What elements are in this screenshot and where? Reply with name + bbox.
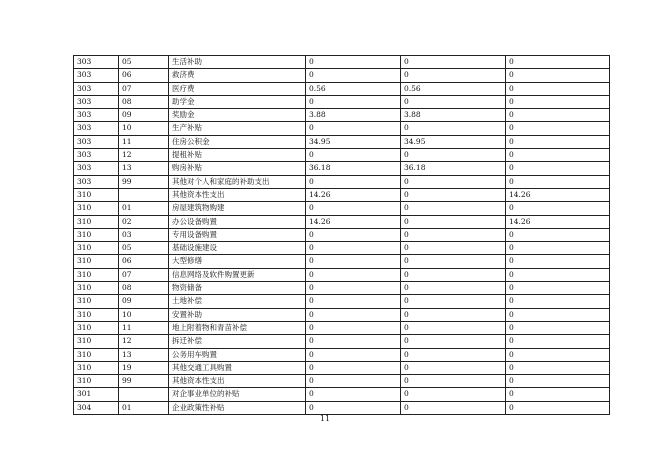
total-amount-cell: 34.95 <box>306 135 401 148</box>
expense-name-cell: 公务用车购置 <box>169 348 306 361</box>
expense-name-cell: 医疗费 <box>169 82 306 95</box>
item-code-cell: 12 <box>119 335 169 348</box>
total-amount-cell: 0 <box>306 282 401 295</box>
total-amount-cell: 0 <box>306 56 401 69</box>
project-expense-cell: 0 <box>506 149 610 162</box>
class-code-cell: 303 <box>74 122 119 135</box>
project-expense-cell: 0 <box>506 361 610 374</box>
table-row <box>74 388 610 401</box>
item-code-cell: 10 <box>119 122 169 135</box>
total-amount-cell: 14.26 <box>306 188 401 201</box>
total-amount-cell: 0 <box>306 321 401 334</box>
basic-expense-cell: 0 <box>401 348 506 361</box>
project-expense-cell: 0 <box>506 295 610 308</box>
class-code-cell: 310 <box>74 242 119 255</box>
table-row <box>74 228 610 241</box>
project-expense-cell: 0 <box>506 135 610 148</box>
basic-expense-cell: 0 <box>401 282 506 295</box>
project-expense-cell: 0 <box>506 268 610 281</box>
basic-expense-cell: 0 <box>401 69 506 82</box>
basic-expense-cell: 3.88 <box>401 109 506 122</box>
expense-name-cell: 房屋建筑物购建 <box>169 202 306 215</box>
project-expense-cell: 14.26 <box>506 215 610 228</box>
class-code-cell: 310 <box>74 188 119 201</box>
expense-name-cell: 提租补贴 <box>169 149 306 162</box>
project-expense-cell: 0 <box>506 321 610 334</box>
table-row <box>74 401 610 414</box>
total-amount-cell: 0 <box>306 175 401 188</box>
class-code-cell: 310 <box>74 375 119 388</box>
expense-name-cell: 生产补贴 <box>169 122 306 135</box>
item-code-cell: 99 <box>119 375 169 388</box>
item-code-cell: 10 <box>119 308 169 321</box>
total-amount-cell: 0 <box>306 361 401 374</box>
table-row <box>74 321 610 334</box>
total-amount-cell: 0.56 <box>306 82 401 95</box>
item-code-cell: 01 <box>119 401 169 414</box>
class-code-cell: 303 <box>74 149 119 162</box>
table-row <box>74 162 610 175</box>
basic-expense-cell: 0 <box>401 295 506 308</box>
table-row <box>74 215 610 228</box>
expense-name-cell: 土地补偿 <box>169 295 306 308</box>
table-row <box>74 202 610 215</box>
item-code-cell: 09 <box>119 109 169 122</box>
table-row <box>74 308 610 321</box>
expense-name-cell: 救济费 <box>169 69 306 82</box>
class-code-cell: 310 <box>74 282 119 295</box>
project-expense-cell: 0 <box>506 69 610 82</box>
class-code-cell: 310 <box>74 215 119 228</box>
table-row <box>74 335 610 348</box>
expense-name-cell: 购房补贴 <box>169 162 306 175</box>
item-code-cell: 07 <box>119 268 169 281</box>
project-expense-cell: 0 <box>506 228 610 241</box>
total-amount-cell: 0 <box>306 255 401 268</box>
basic-expense-cell: 0 <box>401 335 506 348</box>
class-code-cell: 303 <box>74 56 119 69</box>
project-expense-cell: 0 <box>506 282 610 295</box>
basic-expense-cell: 0 <box>401 175 506 188</box>
expense-name-cell: 拆迁补偿 <box>169 335 306 348</box>
basic-expense-cell: 0 <box>401 188 506 201</box>
expense-name-cell: 物资储备 <box>169 282 306 295</box>
item-code-cell: 19 <box>119 361 169 374</box>
expense-name-cell: 住房公积金 <box>169 135 306 148</box>
table-row <box>74 242 610 255</box>
class-code-cell: 303 <box>74 69 119 82</box>
total-amount-cell: 36.18 <box>306 162 401 175</box>
class-code-cell: 310 <box>74 268 119 281</box>
item-code-cell: 13 <box>119 348 169 361</box>
project-expense-cell: 0 <box>506 82 610 95</box>
class-code-cell: 303 <box>74 135 119 148</box>
table-row <box>74 282 610 295</box>
class-code-cell: 303 <box>74 162 119 175</box>
total-amount-cell: 0 <box>306 228 401 241</box>
basic-expense-cell: 0 <box>401 375 506 388</box>
item-code-cell: 06 <box>119 255 169 268</box>
basic-expense-cell: 0 <box>401 321 506 334</box>
table-row <box>74 268 610 281</box>
project-expense-cell: 0 <box>506 56 610 69</box>
table-row <box>74 69 610 82</box>
total-amount-cell: 0 <box>306 122 401 135</box>
expense-name-cell: 地上附着物和青苗补偿 <box>169 321 306 334</box>
expense-name-cell: 其他资本性支出 <box>169 375 306 388</box>
item-code-cell: 09 <box>119 295 169 308</box>
expense-name-cell: 企业政策性补贴 <box>169 401 306 414</box>
table-row <box>74 56 610 69</box>
project-expense-cell: 0 <box>506 388 610 401</box>
expense-name-cell: 奖励金 <box>169 109 306 122</box>
item-code-cell: 12 <box>119 149 169 162</box>
expense-name-cell: 对企事业单位的补贴 <box>169 388 306 401</box>
basic-expense-cell: 0 <box>401 308 506 321</box>
class-code-cell: 304 <box>74 401 119 414</box>
project-expense-cell: 0 <box>506 202 610 215</box>
table-row <box>74 109 610 122</box>
class-code-cell: 310 <box>74 255 119 268</box>
project-expense-cell: 0 <box>506 175 610 188</box>
class-code-cell: 310 <box>74 202 119 215</box>
class-code-cell: 310 <box>74 348 119 361</box>
project-expense-cell: 0 <box>506 401 610 414</box>
page-number: 11 <box>319 414 331 423</box>
expense-name-cell: 基础设施建设 <box>169 242 306 255</box>
total-amount-cell: 3.88 <box>306 109 401 122</box>
class-code-cell: 310 <box>74 321 119 334</box>
project-expense-cell: 0 <box>506 375 610 388</box>
basic-expense-cell: 0 <box>401 122 506 135</box>
table-row <box>74 295 610 308</box>
budget-table-body <box>74 56 610 415</box>
expense-name-cell: 办公设备购置 <box>169 215 306 228</box>
expense-name-cell: 安置补助 <box>169 308 306 321</box>
class-code-cell: 310 <box>74 335 119 348</box>
total-amount-cell: 0 <box>306 95 401 108</box>
class-code-cell: 303 <box>74 109 119 122</box>
total-amount-cell: 0 <box>306 388 401 401</box>
item-code-cell: 05 <box>119 242 169 255</box>
project-expense-cell: 0 <box>506 348 610 361</box>
total-amount-cell: 0 <box>306 149 401 162</box>
expense-name-cell: 其他对个人和家庭的补助支出 <box>169 175 306 188</box>
basic-expense-cell: 0 <box>401 268 506 281</box>
class-code-cell: 303 <box>74 175 119 188</box>
total-amount-cell: 0 <box>306 295 401 308</box>
total-amount-cell: 14.26 <box>306 215 401 228</box>
project-expense-cell: 0 <box>506 308 610 321</box>
item-code-cell: 02 <box>119 215 169 228</box>
table-row <box>74 361 610 374</box>
basic-expense-cell: 0 <box>401 56 506 69</box>
total-amount-cell: 0 <box>306 401 401 414</box>
class-code-cell: 310 <box>74 308 119 321</box>
table-row <box>74 375 610 388</box>
project-expense-cell: 0 <box>506 162 610 175</box>
class-code-cell: 310 <box>74 361 119 374</box>
expense-name-cell: 信息网络及软件购置更新 <box>169 268 306 281</box>
class-code-cell: 310 <box>74 228 119 241</box>
project-expense-cell: 0 <box>506 255 610 268</box>
project-expense-cell: 0 <box>506 95 610 108</box>
project-expense-cell: 0 <box>506 109 610 122</box>
table-row <box>74 122 610 135</box>
basic-expense-cell: 0 <box>401 255 506 268</box>
table-row <box>74 255 610 268</box>
budget-table <box>73 55 610 415</box>
table-row <box>74 135 610 148</box>
table-row <box>74 348 610 361</box>
basic-expense-cell: 34.95 <box>401 135 506 148</box>
basic-expense-cell: 0 <box>401 242 506 255</box>
item-code-cell <box>119 188 169 201</box>
total-amount-cell: 0 <box>306 308 401 321</box>
project-expense-cell: 0 <box>506 242 610 255</box>
table-row <box>74 188 610 201</box>
expense-name-cell: 生活补助 <box>169 56 306 69</box>
expense-name-cell: 助学金 <box>169 95 306 108</box>
class-code-cell: 301 <box>74 388 119 401</box>
project-expense-cell: 0 <box>506 122 610 135</box>
item-code-cell: 07 <box>119 82 169 95</box>
project-expense-cell: 0 <box>506 335 610 348</box>
item-code-cell <box>119 388 169 401</box>
class-code-cell: 310 <box>74 295 119 308</box>
basic-expense-cell: 0 <box>401 401 506 414</box>
table-row <box>74 149 610 162</box>
project-expense-cell: 14.26 <box>506 188 610 201</box>
total-amount-cell: 0 <box>306 348 401 361</box>
item-code-cell: 11 <box>119 135 169 148</box>
item-code-cell: 99 <box>119 175 169 188</box>
basic-expense-cell: 0 <box>401 361 506 374</box>
item-code-cell: 11 <box>119 321 169 334</box>
basic-expense-cell: 0 <box>401 95 506 108</box>
basic-expense-cell: 0.56 <box>401 82 506 95</box>
total-amount-cell: 0 <box>306 69 401 82</box>
total-amount-cell: 0 <box>306 202 401 215</box>
expense-name-cell: 大型修缮 <box>169 255 306 268</box>
expense-name-cell: 专用设备购置 <box>169 228 306 241</box>
class-code-cell: 303 <box>74 95 119 108</box>
item-code-cell: 03 <box>119 228 169 241</box>
basic-expense-cell: 0 <box>401 388 506 401</box>
total-amount-cell: 0 <box>306 242 401 255</box>
table-row <box>74 95 610 108</box>
item-code-cell: 13 <box>119 162 169 175</box>
expense-name-cell: 其他交通工具购置 <box>169 361 306 374</box>
basic-expense-cell: 0 <box>401 215 506 228</box>
item-code-cell: 01 <box>119 202 169 215</box>
item-code-cell: 08 <box>119 95 169 108</box>
table-row <box>74 82 610 95</box>
total-amount-cell: 0 <box>306 268 401 281</box>
expense-name-cell: 其他资本性支出 <box>169 188 306 201</box>
item-code-cell: 06 <box>119 69 169 82</box>
basic-expense-cell: 0 <box>401 149 506 162</box>
basic-expense-cell: 0 <box>401 202 506 215</box>
basic-expense-cell: 0 <box>401 228 506 241</box>
total-amount-cell: 0 <box>306 335 401 348</box>
item-code-cell: 08 <box>119 282 169 295</box>
total-amount-cell: 0 <box>306 375 401 388</box>
item-code-cell: 05 <box>119 56 169 69</box>
basic-expense-cell: 36.18 <box>401 162 506 175</box>
table-row <box>74 175 610 188</box>
class-code-cell: 303 <box>74 82 119 95</box>
